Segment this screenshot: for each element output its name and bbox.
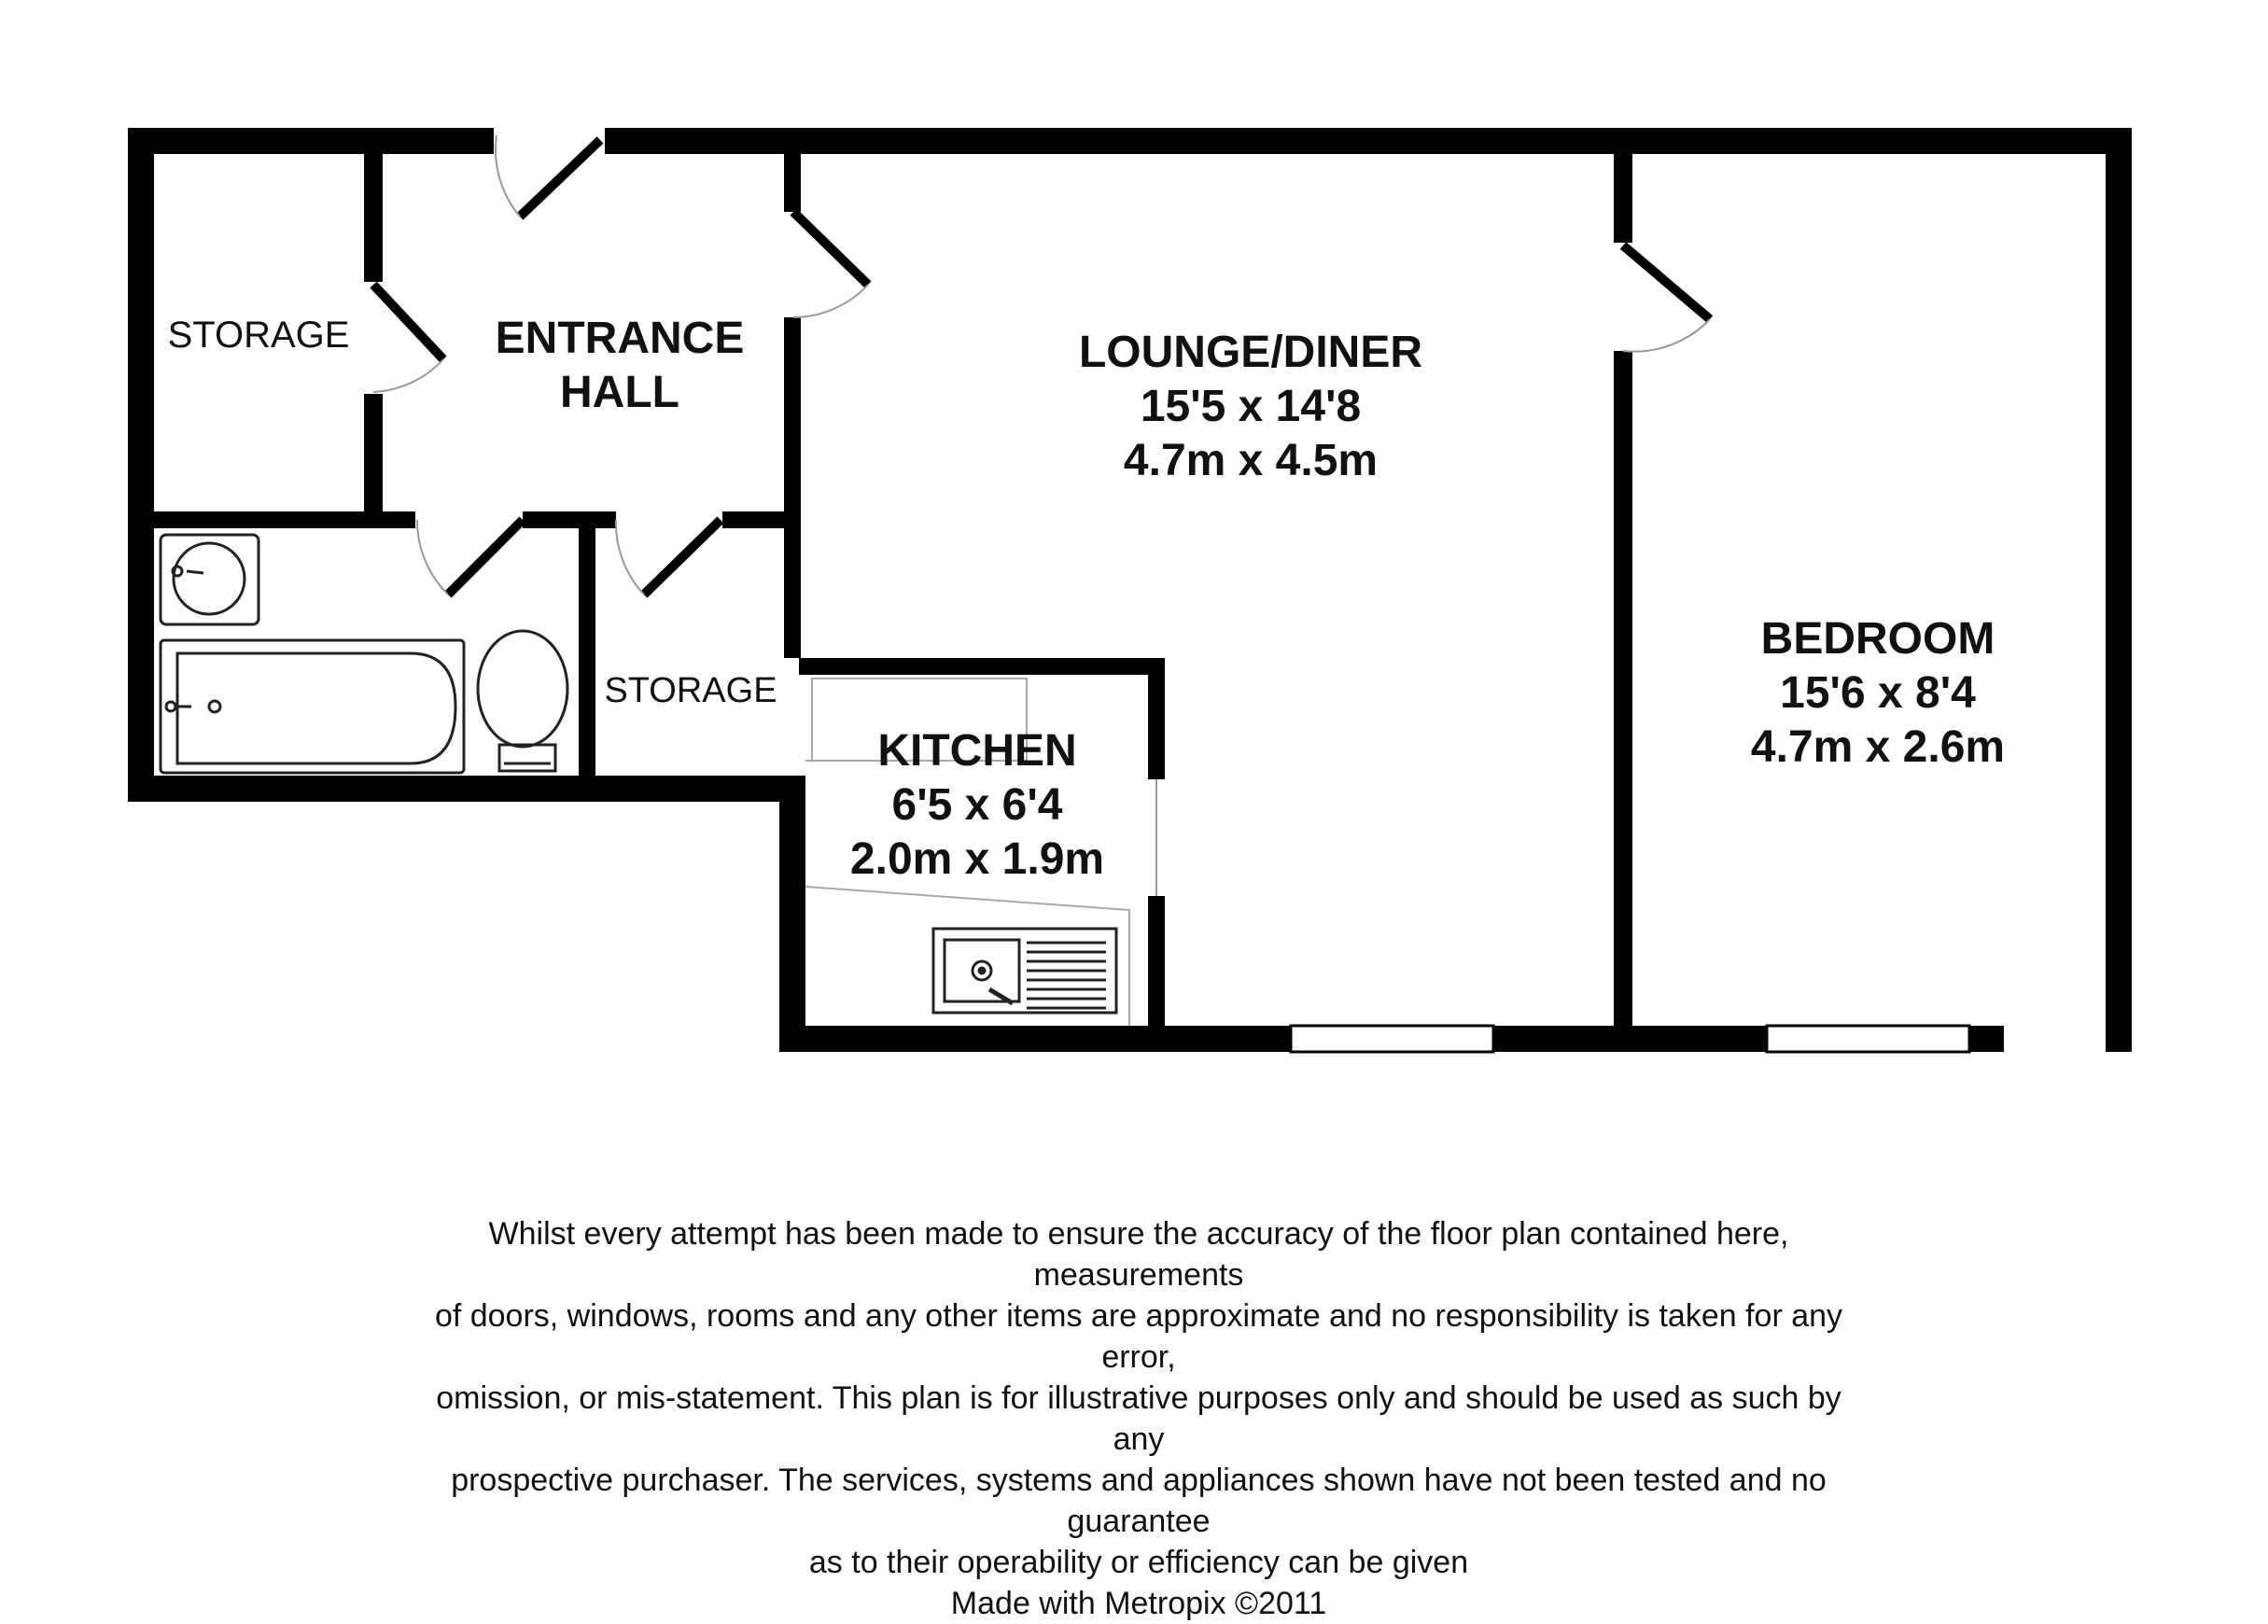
sink-icon	[933, 929, 1116, 1013]
bath-icon	[161, 640, 464, 773]
disclaimer-line: omission, or mis-statement. This plan is for illustrative purposes only and should be used as such by any	[436, 1380, 1841, 1457]
wall-kitchen-top	[799, 658, 1165, 675]
door-entrance	[496, 135, 600, 217]
door-bathroom	[417, 520, 523, 595]
label-storage-bottom: STORAGE	[604, 671, 777, 710]
disclaimer-line: of doors, windows, rooms and any other items are approximate and no responsibility is taken for any error,	[434, 1298, 1843, 1375]
label-bedroom-name: BEDROOM	[1760, 614, 1995, 664]
wall-storage-hall-upper	[364, 154, 383, 282]
wall-kitchen-left	[779, 776, 805, 1052]
wall-bottom-a	[779, 1026, 1291, 1052]
wall-storage-bath	[154, 511, 415, 528]
door-storage-top	[373, 285, 443, 392]
window-lounge	[1291, 1026, 1493, 1052]
wall-bottom-left	[128, 776, 785, 802]
label-lounge-imperial: 15'5 x 14'8	[1140, 382, 1362, 431]
wall-lounge-bed-lower	[1614, 351, 1632, 1042]
label-kitchen-name: KITCHEN	[877, 726, 1077, 776]
wall-kitchen-right-upper	[1148, 658, 1165, 779]
door-lounge-bedroom	[1623, 245, 1710, 352]
label-lounge-name: LOUNGE/DINER	[1078, 328, 1423, 377]
label-lounge-metric: 4.7m x 4.5m	[1123, 436, 1379, 485]
disclaimer-line: Whilst every attempt has been made to ensure the accuracy of the floor plan contained here, measurements	[488, 1216, 1789, 1293]
label-bedroom-imperial: 15'6 x 8'4	[1780, 668, 1976, 718]
disclaimer	[411, 1213, 1867, 1624]
label-kitchen-imperial: 6'5 x 6'4	[891, 780, 1063, 830]
wall-kitchen-right-lower	[1148, 896, 1165, 1036]
door-hall-lounge	[793, 212, 868, 317]
label-entrance-hall-1: ENTRANCE	[495, 314, 745, 363]
wall-hall-lounge-upper	[784, 154, 801, 212]
label-bedroom-metric: 4.7m x 2.6m	[1750, 722, 2006, 772]
toilet-icon	[478, 631, 567, 771]
wall-top-left	[128, 128, 494, 154]
wall-storage-hall-lower	[364, 394, 383, 525]
disclaimer-line: prospective purchaser. The services, systems and appliances shown have not been tested and no guarantee	[451, 1463, 1827, 1539]
label-entrance-hall-2: HALL	[560, 368, 679, 417]
wall-left	[128, 128, 154, 802]
wall-hall-bath-mid	[523, 511, 616, 528]
wall-right	[2106, 128, 2132, 1052]
disclaimer-line: as to their operability or efficiency can be given	[808, 1545, 1469, 1580]
door-storage-bottom	[616, 520, 721, 595]
credit: Made with Metropix ©2011	[950, 1586, 1327, 1621]
wall-lounge-bed-upper	[1614, 154, 1632, 243]
window-bedroom	[1767, 1026, 1969, 1052]
wall-hall-lounge-lower	[784, 317, 801, 658]
wall-top-right	[605, 128, 2132, 154]
label-storage-top: STORAGE	[167, 315, 350, 356]
label-kitchen-metric: 2.0m x 1.9m	[849, 834, 1105, 884]
basin-icon	[161, 535, 259, 624]
wall-bath-storage	[579, 511, 595, 782]
